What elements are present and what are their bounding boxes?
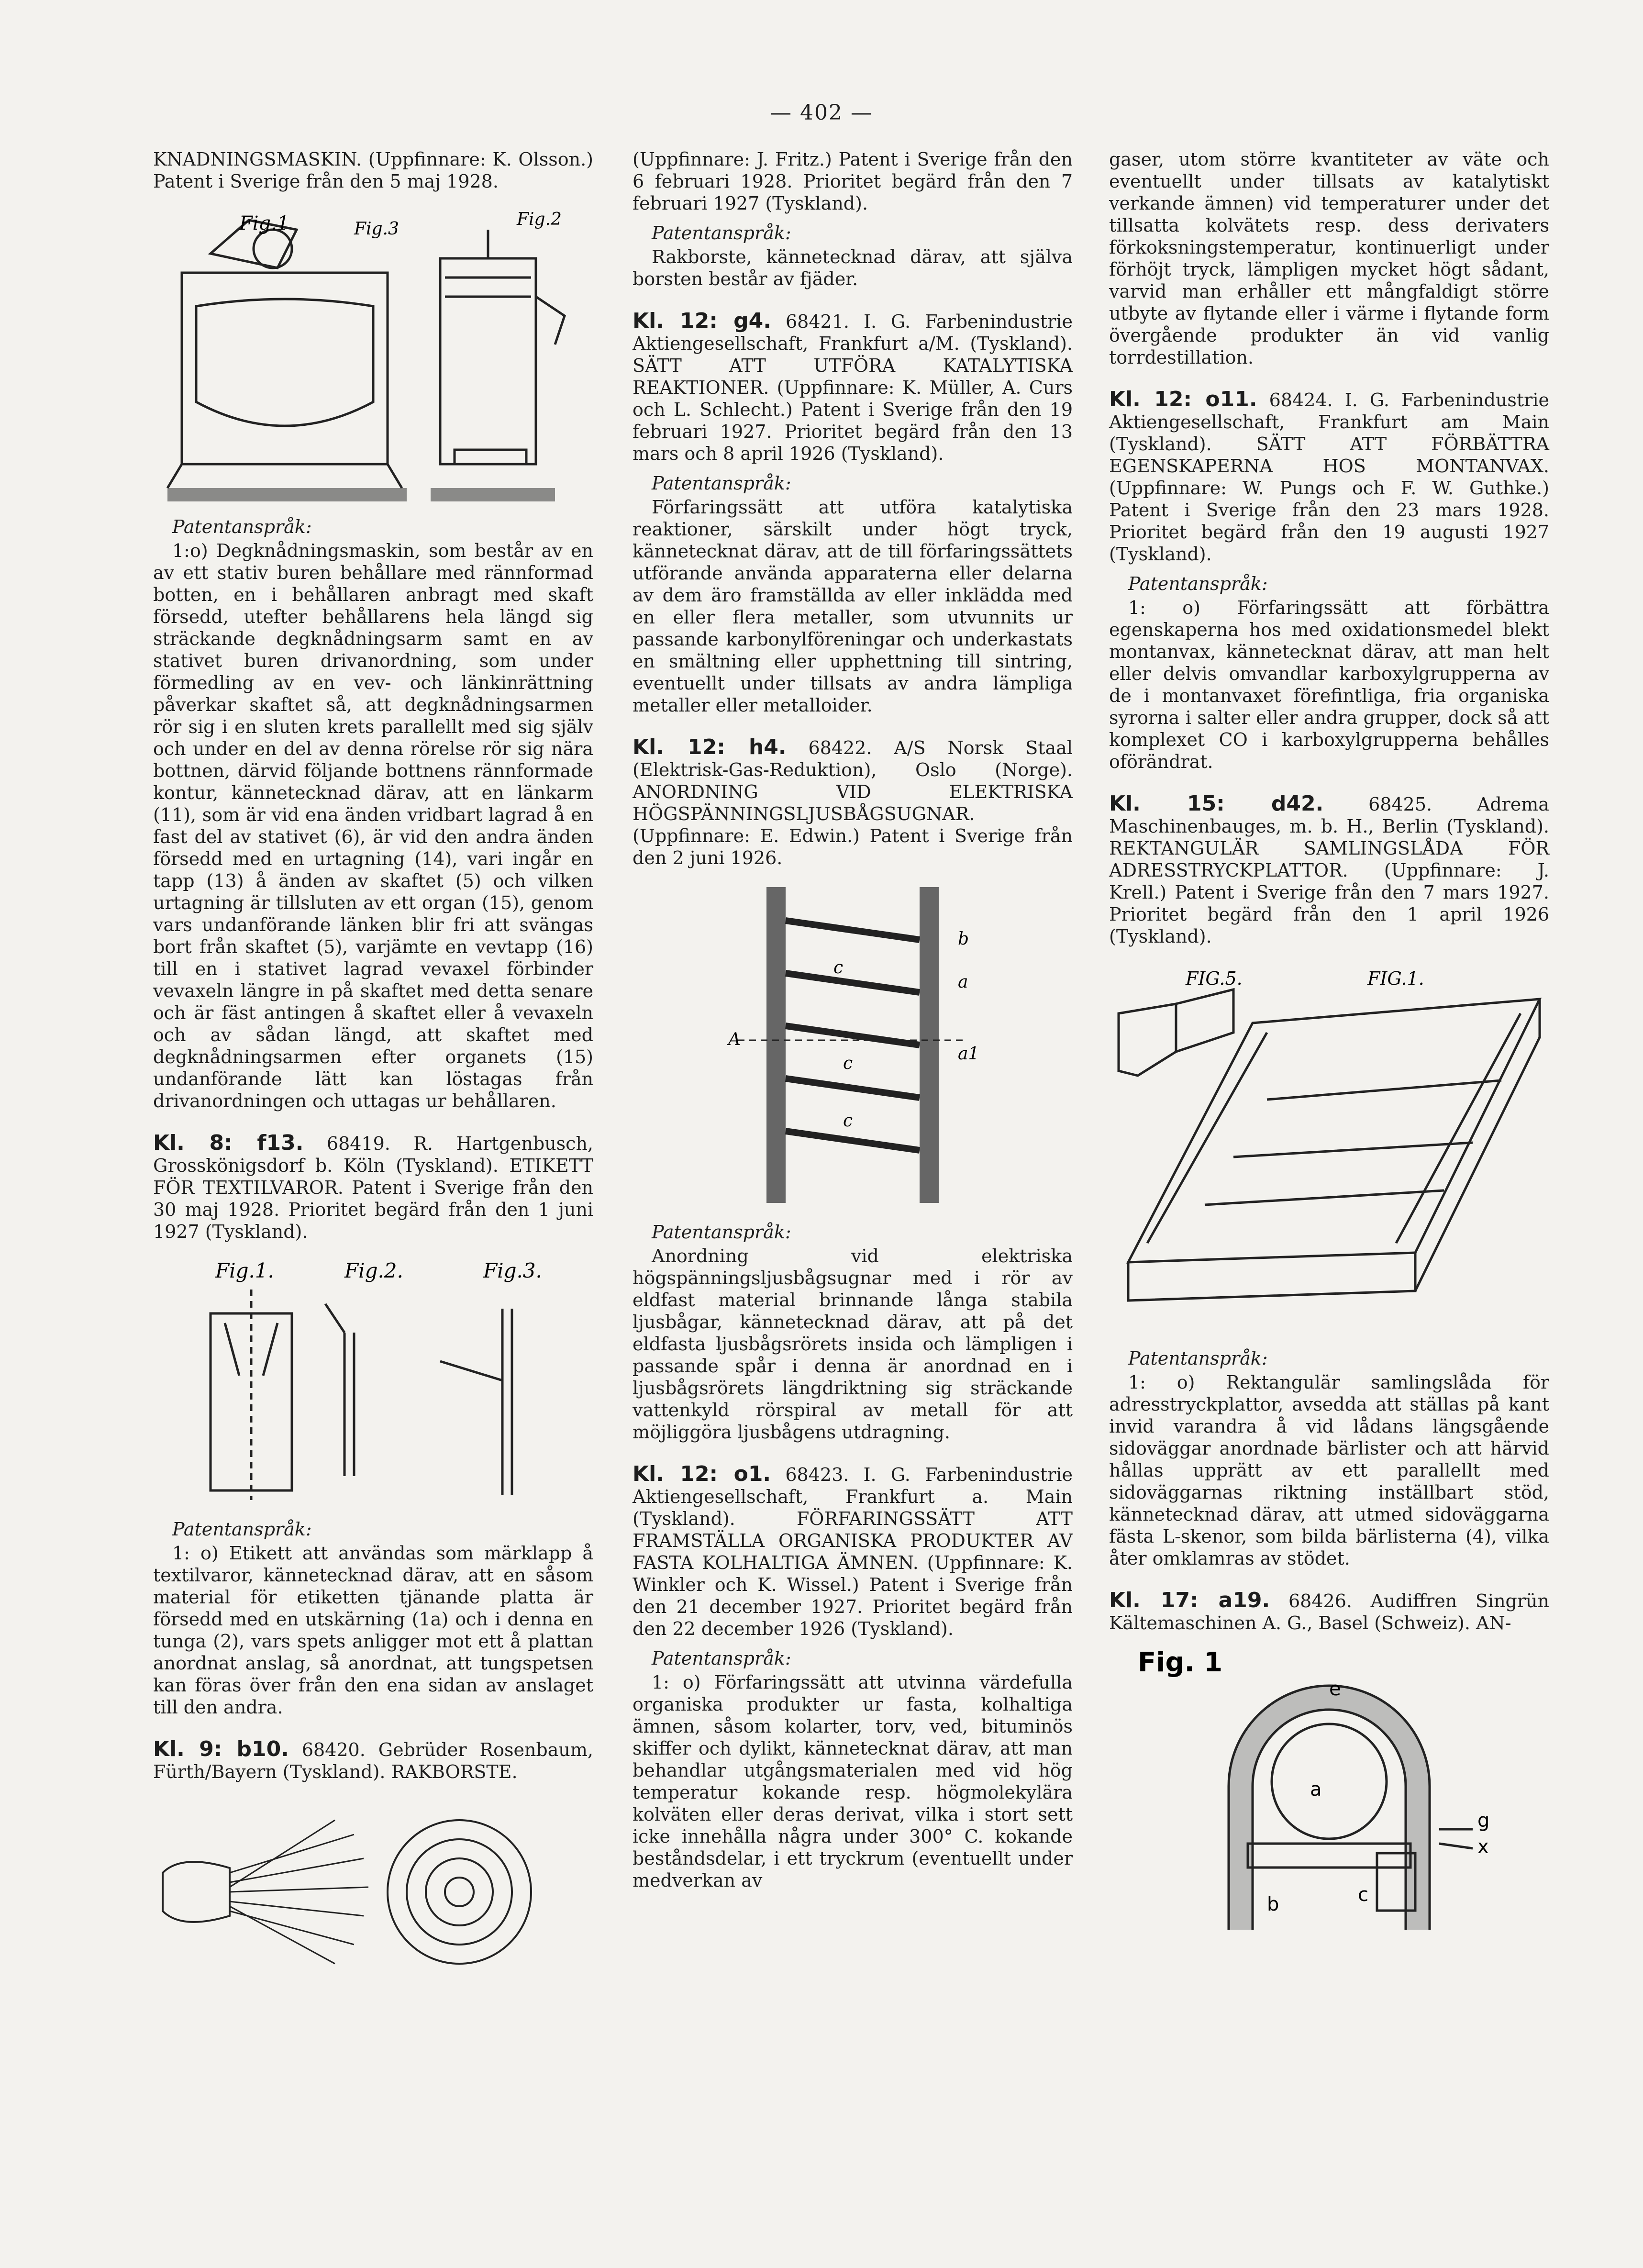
- claim-text: Rakborste, kännetecknad därav, att själva borsten består av fjäder.: [633, 246, 1073, 289]
- fig-label: Fig.2: [517, 210, 562, 229]
- fig-letter: c: [833, 958, 844, 978]
- patent-entry: [1109, 389, 1549, 565]
- fig-label: Fig.1: [239, 212, 289, 234]
- patent-claims-heading: Patentanspråk:: [1128, 1348, 1268, 1369]
- patent-entry: [1109, 1590, 1549, 1634]
- col1-intro: KNADNINGSMASKIN. (Uppfinnare: K. Olsson.) Patent i Sverige från den 5 maj 1928.: [153, 149, 593, 192]
- label-figure: [153, 1251, 593, 1510]
- claim-text: 1: o) Etikett att användas som märklapp å textilvaror, kännetecknad därav, att en såsom material för etiketten tjänande platta är försedd med en utskärning (1a) och i denna en tunga (2), vars spets anligger mot ett å plattan anordnat anslag, så anordnat, att tungspetsen kan föras över från den ena sidan av anslaget till den andra.: [153, 1543, 593, 1718]
- claim-text: Anordning vid elektriska högspänningsljusbågsugnar med i rör av eldfast material brinnande långa stabila ljusbågar, kännetecknad därav, att på det eldfasta ljusbågsrörets insida och lämpligen i passande spår i denna är anordnad en i ljusbågsrörets längdriktning sig sträckande vattenkyld rörspiral av metall för att möjliggöra ljusbågens utdragning.: [633, 1245, 1073, 1443]
- fig-label: Fig. 1: [1138, 1647, 1223, 1678]
- patent-entry: [153, 1132, 593, 1243]
- patent-class: Kl. 12: g4.: [633, 309, 771, 333]
- claim-text: 1:o) Degknådningsmaskin, som består av en av ett stativ buren behållare med rännformad botten, en i behållaren anbragt med skaft försedd, utefter behållarens hela längd sig sträckande degknådningsarm samt en av stativet buren drivanordning, som under förmedling av en vev- och länkinrättning påverkar skaftet så, att degknådningsarmen rör sig i en sluten krets parallellt med sig själv och under en del av denna rörelse rör sig nära bottnen, därvid följande bottnens rännformade kontur, kännetecknad därav, att en länkarm (11), som är vid ena änden vridbart lagrad å en fast del av stativet (6), är vid den andra änden försedd med en urtagning (14), vari ingår en tapp (13) å änden av skaftet (5) och vilken urtagning är tillsluten av ett organ (15), genom vars undanförande länken blir fri att svängas bort från skaftet (5), varjämte en vevtapp (16) till en i stativet lagrad vevaxel förbinder vevaxeln längre in på skaftet med detta senare och är fäst antingen å skaftet eller å vevaxeln och av sådan längd, att skaftet med degknådningsarmen efter organets (15) undanförande lätt kan löstagas från drivanordningen och uttagas ur behållaren.: [153, 540, 593, 1112]
- claim-text: 1: o) Förfaringssätt att förbättra egenskaperna hos med oxidationsmedel blekt montanvax, kännetecknat därav, att man helt eller delvis omvandlar karboxylgrupperna av de i montanvaxet förefintliga, fria organiska syrorna i salter eller andra grupper, dock så att komplexet CO i karboxylgrupperna behålles oförändrat.: [1109, 597, 1549, 772]
- patent-class: Kl. 9: b10.: [153, 1737, 289, 1761]
- patent-entry-text: 68425. Adrema Maschinenbauges, m. b. H., Berlin (Tyskland). REKTANGULÄR SAMLINGSLÅDA FÖR ADRESSTRYCKPLATTOR. (Uppfinnare: J. Krell.) Patent i Sverige från den 7 mars 1927. Prioritet begärd från den 1 april 1926 (Tyskland).: [1109, 794, 1549, 947]
- fig-label: Fig.3.: [483, 1259, 542, 1282]
- patent-claims-heading: Patentanspråk:: [172, 516, 312, 537]
- fig-letter: a: [1310, 1779, 1322, 1801]
- fig-letter: e: [1329, 1678, 1341, 1700]
- patent-entry-text: 68419. R. Hartgenbusch, Grosskönigsdorf b. Köln (Tyskland). ETIKETT FÖR TEXTILVAROR. Patent i Sverige från den 30 maj 1928. Prioritet begärd från den 1 juni 1927 (Tyskland).: [153, 1133, 593, 1242]
- patent-entry-text: 68420. Gebrüder Rosenbaum, Fürth/Bayern (Tyskland). RAKBORSTE.: [153, 1739, 593, 1782]
- patent-entry: [633, 1463, 1073, 1640]
- fig-letter: a1: [958, 1044, 979, 1064]
- fig-letter: b: [958, 929, 969, 949]
- patent-entry-text: 68422. A/S Norsk Staal (Elektrisk-Gas-Reduktion), Oslo (Norge). ANORDNING VID ELEKTRISKA HÖGSPÄNNINGSLJUSBÅGSUGNAR. (Uppfinnare: E. Edwin.) Patent i Sverige från den 2 juni 1926.: [633, 737, 1073, 868]
- column-3: [1109, 148, 1549, 1948]
- claim-text: Förfaringssätt att utföra katalytiska reaktioner, särskilt under högt tryck, kännetecknat därav, att de till förfaringssättets utförande använda apparaterna eller delarna av dem äro framställda av eller inklädda med en eller flera metaller, som utvunnits ur passande karbonylföreningar och underkastats en smältning eller upphettning till sintring, eventuellt under tillsats av andra lämpliga metaller eller metalloider.: [633, 497, 1073, 716]
- col3-intro: gaser, utom större kvantiteter av väte och eventuellt under tillsats av katalytiskt verkande ämnen) vid temperaturer under det tillsatta kolvätets resp. dess derivaters förkoksningstemperatur, kontinuerligt under förhöjt tryck, lämpligen mycket högt sådant, varvid man erhåller ett mångfaldigt större utbyte av flytande eller i värme i flytande form övergående produkter än vid vanlig torrdestillation.: [1109, 149, 1549, 368]
- fig-letter: b: [1267, 1893, 1279, 1915]
- patent-class: Kl. 12: o1.: [633, 1462, 771, 1486]
- fig-letter: x: [1477, 1836, 1489, 1858]
- patent-claims-heading: Patentanspråk:: [652, 473, 791, 494]
- refrigeration-machine-figure: [1109, 1643, 1549, 1939]
- column-1: [153, 148, 593, 2001]
- patent-entry-text: 68423. I. G. Farbenindustrie Aktiengesellschaft, Frankfurt a. Main (Tyskland). FÖRFARINGSSÄTT ATT FRAMSTÄLLA ORGANISKA PRODUKTER AV FASTA KOLHALTIGA ÄMNEN. (Uppfinnare: K. Winkler och K. Wissel.) Patent i Sverige från den 21 december 1927. Prioritet begärd från den 22 december 1926 (Tyskland).: [633, 1464, 1073, 1639]
- shaving-brush-figure: [153, 1791, 593, 1992]
- patent-entry: [1109, 793, 1549, 947]
- fig-label: Fig.2.: [344, 1259, 403, 1282]
- fig-label: Fig.3: [354, 219, 399, 239]
- fig-letter: c: [1358, 1884, 1368, 1906]
- fig-letter: A: [728, 1030, 741, 1049]
- fig-letter: c: [843, 1111, 853, 1131]
- patent-entry-text: 68421. I. G. Farbenindustrie Aktiengesellschaft, Frankfurt a/M. (Tyskland). SÄTT ATT UTFÖRA KATALYTISKA REAKTIONER. (Uppfinnare: K. Müller, A. Curs och L. Schlecht.) Patent i Sverige från den 19 februari 1927. Prioritet begärd från den 13 mars och 8 april 1926 (Tyskland).: [633, 311, 1073, 464]
- fig-label: FIG.5.: [1186, 968, 1243, 989]
- patent-entry: [633, 736, 1073, 869]
- patent-claims-heading: Patentanspråk:: [652, 1648, 791, 1669]
- fig-label: Fig.1.: [215, 1259, 274, 1282]
- patent-class: Kl. 12: o11.: [1109, 387, 1257, 411]
- page-number: — 402 —: [770, 100, 873, 125]
- claim-text: 1: o) Förfaringssätt att utvinna värdefulla organiska produkter ur fasta, kolhaltiga ämnen, såsom kolarter, torv, ved, bituminös skiffer och dylikt, kännetecknat därav, att man behandlar utgångsmaterialen med vid hög temperatur kokande resp. högmolekylära kolväten eller deras derivat, vilka i stort sett icke innehålla några under 300° C. kokande beståndsdelar, i ett tryckrum (eventuellt under medverkan av: [633, 1672, 1073, 1891]
- patent-entry: [633, 310, 1073, 465]
- patent-entry: [153, 1738, 593, 1783]
- arc-furnace-figure: [633, 878, 1073, 1212]
- patent-claims-heading: Patentanspråk:: [1128, 573, 1268, 594]
- patent-claims-heading: Patentanspråk:: [652, 1222, 791, 1243]
- fig-letter: c: [843, 1054, 853, 1073]
- patent-entry-text: 68424. I. G. Farbenindustrie Aktiengesellschaft, Frankfurt am Main (Tyskland). SÄTT ATT FÖRBÄTTRA EGENSKAPERNA HOS MONTANVAX. (Uppfinnare: W. Pungs och F. W. Guthke.) Patent i Sverige från den 23 mars 1928. Prioritet begärd från den 19 augusti 1927 (Tyskland).: [1109, 389, 1549, 565]
- patent-class: Kl. 12: h4.: [633, 735, 787, 759]
- fig-letter: a: [958, 972, 968, 992]
- patent-class: Kl. 17: a19.: [1109, 1588, 1270, 1612]
- patent-class: Kl. 8: f13.: [153, 1131, 304, 1155]
- fig-letter: g: [1477, 1810, 1490, 1832]
- kneading-machine-figure: [153, 201, 593, 507]
- patent-entry-text: 68426. Audiffren Singrün Kältemaschinen A. G., Basel (Schweiz). AN-: [1109, 1590, 1549, 1634]
- patent-claims-heading: Patentanspråk:: [172, 1519, 312, 1540]
- patent-claims-heading: Patentanspråk:: [652, 222, 791, 244]
- collection-box-figure: [1109, 956, 1549, 1339]
- col2-intro: (Uppfinnare: J. Fritz.) Patent i Sverige från den 6 februari 1928. Prioritet begärd från den 7 februari 1927 (Tyskland).: [633, 149, 1073, 214]
- column-2: [633, 148, 1073, 1894]
- fig-label: FIG.1.: [1367, 968, 1424, 989]
- claim-text: 1: o) Rektangulär samlingslåda för adresstryckplattor, avsedda att ställas på kant invid varandra å vid lådans längsgående sidoväggar anordnade bärlister och att härvid hållas upprätt av ett parallellt med sidoväggarnas riktning inställbart stöd, kännetecknad därav, att utmed sidoväggarna fästa L-skenor, som bilda bärlisterna (4), vilka åter omklamras av stödet.: [1109, 1372, 1549, 1569]
- patent-class: Kl. 15: d42.: [1109, 791, 1324, 816]
